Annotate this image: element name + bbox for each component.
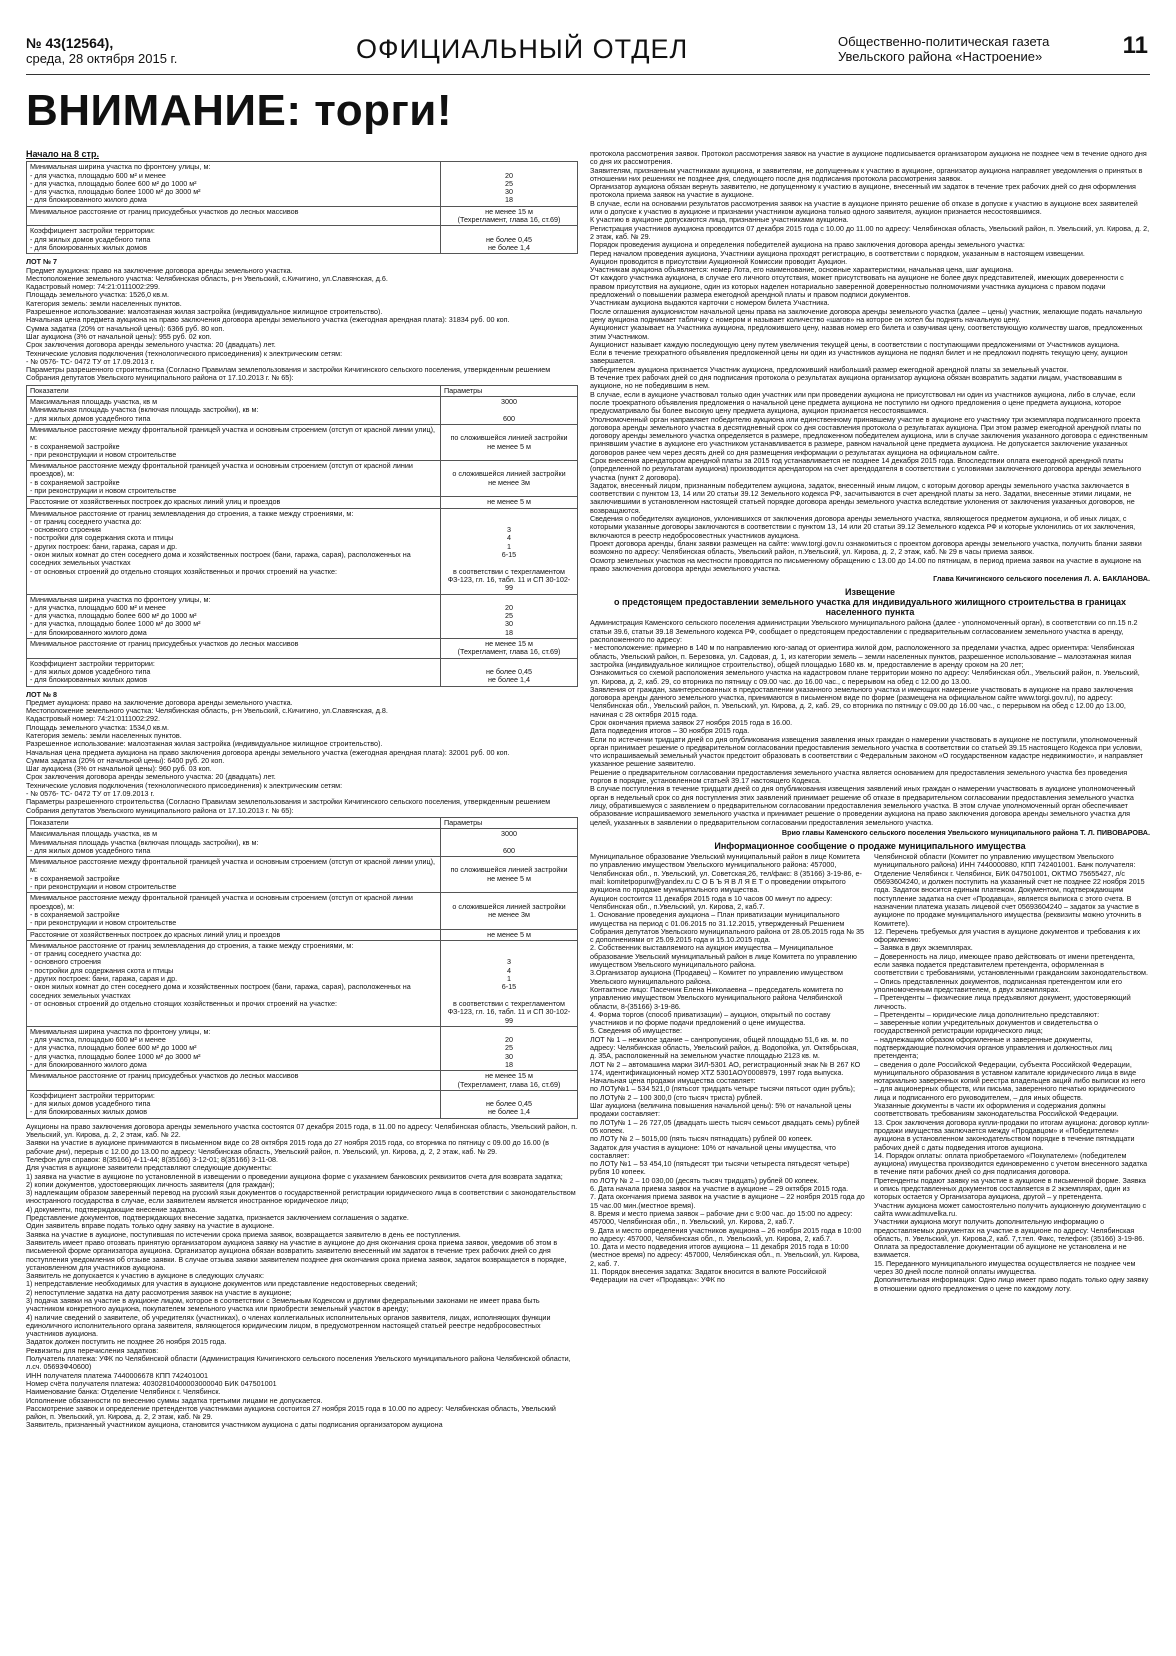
param-value-cell: 3 4 1 6-15 в соответствии с техрегламентом ФЗ-123, гл. 16, табл. 11 и СП 30-102-99 <box>441 940 578 1026</box>
table-row <box>27 893 578 929</box>
issue-date: среда, 28 октября 2015 г. <box>26 51 178 66</box>
param-name-cell: Минимальная ширина участка по фронтону улицы, м: - для участка, площадью 600 м² и менее - для участка, площадью более 600 м² до 1000 м² - для участка, площадью более 1000 м² до 3000 м² - для блокированного жилого дома <box>27 1026 441 1070</box>
right-column <box>590 150 1150 1630</box>
notice-1-text: Администрация Каменского сельского поселения администрации Увельского муниципального района (далее - уполномоченный орган), в соответствии со пп.15 п.2 статьи 39.6, статьи 39.18 Земельного кодекса РФ, сообщает о предстоящем предоставлении с предварительным согласованием земельного участка в аренду, расположенного по адресу: - местоположение: примерно в 140 м по направлению юго-запад от ориентира жилой дом, расположенного за пределами участка, адрес ориентира: Челябинская область, Увельский район, п. Березовка, ул. Садовая, д. 1, из категории земель – земли населенных пунктов, разрешенное использование – малоэтажная жилая застройка (индивидуальное жилищное строительство), общей площадью 1680 кв. м, предоставление в аренду сроком на 20 лет; Ознакомиться со схемой расположения земельного участка на кадастровом плане территории можно по адресу: Челябинская обл., Увельский район, п. Увельский, ул. Кирова, д. 2, каб. 29, со вторника по пятницу с 09.00 час. до 16.00 час., с перерывом на обед с 12.00 до 13.00. Заявления от граждан, заинтересованных в предоставлении указанного земельного участка и имеющих намерение участвовать в аукционе на право заключения договора аренды данного земельного участка, принимаются в письменном виде по форме (размещена на официальном сайте www.torgi.gov.ru), по адресу: Челябинская обл., Увельский район, п. Увельский, ул. Кирова, д. 2, каб. 29, со вторника по пятницу с 09.00 до 16.00 час., с перерывом на обед с 12.00 до 13.00, начиная с 28 октября 2015 года. Срок окончания приема заявок 27 ноября 2015 года в 16.00. Дата подведения итогов – 30 ноября 2015 года. Если по истечении тридцати дней со дня опубликования извещения заявления иных граждан о намерении участвовать в аукционе не поступили, уполномоченный орган принимает решение о предварительном согласовании предоставления земельного участка в соответствии со статьей 39.15 настоящего Кодекса при условии, что испрашиваемый земельный участок предстоит образовать в соответствии с Федеральным законом «О государственном кадастре недвижимости», и направляет указанное решение заявителю. Решение о предварительном согласовании предоставления земельного участка является основанием для предоставления земельного участка без проведения торгов в порядке, установленном статьей 39.17 настоящего Кодекса. В случае поступления в течение тридцати дней со дня опубликования извещения заявлений иных граждан о намерении участвовать в аукционе уполномоченный орган в недельный срок со дня поступления этих заявлений принимает решение об отказе в предварительном согласовании предоставления земельного участка лицу, обратившемуся с заявлением о предварительном согласовании предоставления земельного участка. В этом случае уполномоченный орган обеспечивает образование испрашиваемого земельного участка и принимает решение о проведении аукциона на право заключения договора аренды земельного участка для целей, указанных в заявлении о предварительном согласовании предоставления земельного участка. <box>590 618 1143 827</box>
param-name-cell: Минимальная ширина участка по фронтону улицы, м: - для участка, площадью 600 м² и менее - для участка, площадью более 600 м² до 1000 м² - для участка, площадью более 1000 м² до 3000 м² - для блокированного жилого дома <box>27 594 441 638</box>
page-number: 11 <box>1122 32 1148 59</box>
param-value-cell: не более 0,45 не более 1,4 <box>441 1090 578 1118</box>
lot-7-title: ЛОТ № 7 <box>26 257 58 267</box>
param-value-cell: не менее 15 м (Техрегламент, глава 16, ст.69) <box>441 1071 578 1091</box>
param-name-cell: Минимальное расстояние между фронтальной границей участка и основным строением (отступ от красной линии улиц), м: - в сохраняемой застройке - при реконструкции и новом строительстве <box>27 857 441 893</box>
notice-1-title: Извещение о предстоящем предоставлении земельного участка для индивидуального жилищного строительства в границах населенного пункта <box>613 587 1127 618</box>
table-row <box>27 461 578 497</box>
table-row <box>27 424 578 460</box>
param-name-cell: Минимальное расстояние между фронтальной границей участка и основным строением (отступ от красной линии улиц), м: - в сохраняемой застройке - при реконструкции и новом строительстве <box>27 424 441 460</box>
issue-info <box>26 36 177 66</box>
page-header <box>26 26 1150 75</box>
table-row <box>27 940 578 1026</box>
param-value-cell: не менее 15 м (Техрегламент, глава 16, ст.69) <box>441 639 578 659</box>
left-column <box>26 150 578 1630</box>
auction-terms-text: Аукционы на право заключения договора аренды земельного участка состоятся 07 декабря 2015 года, в 11.00 по адресу: Челябинская область, Увельский район, п. Увельский, ул. Кирова, д. 2, 2 этаж, каб. № 22. Заявки на участие в аукционе принимаются в письменном виде со 28 октября 2015 года до 27 ноября 2015 года, со вторника по пятницу с 09.00 до 16.00 (в рабочие дни), перерыв с 12.00 до 13.00 по адресу: Челябинская область, Увельский район, п. Увельский, ул. Кирова, д. 2, 2 этаж, каб. № 29. Телефон для справок: 8(35166) 4-11-44; 8(35166) 3-12-01; 8(35166) 3-11-08. Для участия в аукционе заявители представляют следующие документы: 1) заявка на участие в аукционе по установленной в извещении о проведении аукциона форме с указанием банковских реквизитов счета для возврата задатка; 2) копии документов, удостоверяющих личность заявителя (для граждан); 3) надлежащим образом заверенный перевод на русский язык документов о государственной регистрации юридического лица в соответствии с законодательством иностранного государства в случае, если заявителем является иностранное юридическое лицо; 4) документы, подтверждающие внесение задатка. Представление документов, подтверждающих внесение задатка, признается заключением соглашения о задатке. Один заявитель вправе подать только одну заявку на участие в аукционе. Заявка на участие в аукционе, поступившая по истечении срока приема заявок, возвращается заявителю в день ее поступления. Заявитель имеет право отозвать принятую организатором аукциона заявку на участие в аукционе до дня окончания срока приема заявок, уведомив об этом в письменной форме организатора аукциона. Организатор аукциона обязан возвратить заявителю внесенный им задаток в течение трех рабочих дней со дня поступления уведомления об отзыве заявки. В случае отзыва заявки заявителем позднее дня окончания срока приема заявок, задаток возвращается в порядке, установленном для участников аукциона. Заявитель не допускается к участию в аукционе в следующих случаях: 1) непредставление необходимых для участия в аукционе документов или представление недостоверных сведений; 2) непоступление задатка на дату рассмотрения заявок на участие в аукционе; 3) подача заявки на участие в аукционе лицом, которое в соответствии с Земельным Кодексом и другими федеральными законами не имеет права быть участником конкретного аукциона, покупателем земельного участка или приобрести земельный участок в аренду; 4) наличие сведений о заявителе, об учредителях (участниках), о членах коллегиальных исполнительных органов заявителя, лицах, исполняющих функции единоличного исполнительного органа заявителя, являющегося юридическим лицом, в предусмотренном настоящей статьей реестре недобросовестных участников аукциона. Задаток должен поступить не позднее 26 ноября 2015 года. Реквизиты для перечисления задатков: Получатель платежа: УФК по Челябинской области (Администрация Кичигинского сельского поселения Увельского муниципального района Челябинской области, л.сч. 05693Ф40600) ИНН получателя платежа 7440006678 КПП 742401001 Номер счёта получателя платежа: 40302810400003000040 БИК 047501001 Наименование банка: Отделение Челябинск г. Челябинск. Исполнение обязанности по внесению суммы задатка третьими лицами не допускается. Рассмотрение заявок и определение претендентов участниками аукциона состоится 27 ноября 2015 года в 10.00 по адресу: Челябинская область, Увельский район, п. Увельский, ул. Кирова, д. 2, 2 этаж, каб. № 29. Заявитель, признанный участником аукциона, становится участником аукциона с даты подписания организатором аукциона <box>26 1121 578 1430</box>
issue-number: № 43(12564), <box>26 35 114 51</box>
signature-2: Врио главы Каменского сельского поселения Увельского муниципального района Т. Л. ПИВОВАРОВА. <box>781 827 1150 837</box>
param-value-cell: 3000 600 <box>441 829 578 857</box>
param-value-cell: о сложившейся линией застройки не менее 3м <box>441 461 578 497</box>
table-row <box>27 594 578 638</box>
table-row <box>27 497 578 508</box>
param-name-cell: Минимальное расстояние между фронтальной границей участка и основным строением (отступ от красной линии проездов), м: - в сохраняемой застройке - при реконструкции и новом строительстве <box>27 893 441 929</box>
param-value-cell: не менее 5 м <box>441 497 578 508</box>
table-row <box>27 929 578 940</box>
newspaper-name <box>838 34 1088 64</box>
param-value-cell: 20 25 30 18 <box>441 594 578 638</box>
params-header-indicators: Показатели <box>27 385 441 396</box>
params-header-indicators: Показатели <box>27 817 441 828</box>
param-name-cell: Минимальное расстояние от границ землевладения до строения, а также между строениями, м: - от границ соседнего участка до: - основного строения - постройки для содержания скота и птицы - других построек: бани, гаража, сарая и др. - окон жилых комнат до стен соседнего дома и хозяйственных построек (бани, гаража, сарая), расположенных на соседних земельных участках - от основных строений до отдельно стоящих хозяйственных и прочих строений на участке: <box>27 508 441 594</box>
param-name-cell: Минимальное расстояние от границ присудебных участков до лесных массивов <box>27 206 441 226</box>
notice-2-body <box>590 853 1150 1293</box>
param-name-cell: Минимальное расстояние от границ присудебных участков до лесных массивов <box>27 639 441 659</box>
table-row <box>27 639 578 659</box>
param-value-cell: 20 25 30 18 <box>441 1026 578 1070</box>
table-row <box>27 162 578 206</box>
param-name-cell: Расстояние от хозяйственных построек до красных линий улиц и проездов <box>27 497 441 508</box>
param-value-cell: 3 4 1 6-15 в соответствии с техрегламентом ФЗ-123, гл. 16, табл. 11 и СП 30-102-99 <box>441 508 578 594</box>
param-name-cell: Коэффициент застройки территории: - для жилых домов усадебного типа - для блокированных жилых домов <box>27 658 441 686</box>
param-name-cell: Максимальная площадь участка, кв м Минимальная площадь участка (включая площадь застройки), кв м: - для жилых домов усадебного типа <box>27 397 441 425</box>
params-table-lot-8 <box>26 817 578 1119</box>
params-header-values: Параметры <box>441 385 578 396</box>
param-value-cell: 3000 600 <box>441 397 578 425</box>
table-row <box>27 397 578 425</box>
notice-2-title: Информационное сообщение о продаже муниципального имущества <box>714 841 1026 852</box>
table-row <box>27 658 578 686</box>
table-row <box>27 1071 578 1091</box>
section-title: ОФИЦИАЛЬНЫЙ ОТДЕЛ <box>356 34 689 64</box>
param-value-cell: 20 25 30 18 <box>441 162 578 206</box>
param-value-cell: не менее 15 м (Техрегламент, глава 16, ст.69) <box>441 206 578 226</box>
param-name-cell: Коэффициент застройки территории: - для жилых домов усадебного типа - для блокированных жилых домов <box>27 226 441 254</box>
notice-2-right: Челябинской области (Комитет по управлению имуществом Увельского муниципального района) ИНН 7440000880, КПП 742401001. Банк получателя: Отделение Челябинск г. Челябинск, БИК 047501001, ОКТМО 75655427, л/с 05693604240, и должен поступить на указанный счет не позднее 22 ноября 2015 года. Задаток вносится единым платежом. Документом, подтверждающим поступление задатка на счет «Продавца», является выписка с этого счета. В назначении платежа указать лицевой счет 05693604240 – задаток за участие в аукционе по продаже муниципального имущества (реквизиты можно уточнить в Комитете). 12. Перечень требуемых для участия в аукционе документов и требования к их оформлению: – Заявка в двух экземплярах. – Доверенность на лицо, имеющее право действовать от имени претендента, если заявка подается представителем претендента, оформленная в соответствии с требованиями, установленными гражданским законодательством. – Опись представленных документов, подписанная претендентом или его уполномоченным представителем, в двух экземплярах. – Претенденты – физические лица предъявляют документ, удостоверяющий личность. – Претенденты – юридические лица дополнительно представляют: – заверенные копии учредительных документов и свидетельства о государственной регистрации юридического лица; – надлежащим образом оформленные и заверенные документы, подтверждающие полномочия органов управления и должностных лиц претендента; – сведения о доле Российской Федерации, субъекта Российской Федерации, муниципального образования в уставном капитале юридического лица в виде нотариально заверенных копий реестра владельцев акций либо выписки из него – для акционерных обществ, или письма, заверенного печатью юридического лица и подписанного его руководителем, – для иных обществ. Указанные документы в части их оформления и содержания должны соответствовать требованиям законодательства Российской Федерации. 13. Срок заключения договора купли-продажи по итогам аукциона: договор купли-продажи имущества заключается между «Продавцом» и «Победителем» аукциона в установленном законодательством порядке в течение пятнадцати рабочих дней с даты подведения итогов аукциона. 14. Порядок оплаты: оплата приобретаемого «Покупателем» (победителем аукциона) имущества производится единовременно с учетом внесенного задатка в течение пяти рабочих дней со дня подписания договора. Претенденты подают заявку на участие в аукционе в письменной форме. Заявка и опись представленных документов составляется в 2 экземплярах, один из которых остается у Организатора аукциона, другой – у претендента. Участник аукциона может самостоятельно получить аукционную документацию с сайта www.admuvelka.ru. Участники аукциона могут получить дополнительную информацию о предоставляемых документах на участие в аукционе по адресу: Челябинская область, п. Увельский, ул. Кирова,2, каб. 7,т.тел. Факс, телефон: (35166) 3-19-86. Оплата за предоставление документации об аукционе не установлена и не взимается. 15. Переданного муниципального имущества осуществляется не позднее чем через 30 дней после полной оплаты имущества. Дополнительная информация: Одно лицо имеет право подать только одну заявку в отношении одного предложения о цене по каждому лоту. <box>874 852 1150 1293</box>
table-row <box>27 226 578 254</box>
table-row <box>27 508 578 594</box>
table-row <box>27 857 578 893</box>
lot-7-text: Предмет аукциона: право на заключение договора аренды земельного участка. Местоположение земельного участка: Челябинская область, р-н Увельский, с.Кичигино, ул.Славянская, д.6. Кадастровый номер: 74:21:0111002:299. Площадь земельного участка: 1526,0 кв.м. Категория земель: земли населенных пунктов. Разрешенное использование: малоэтажная жилая застройка (индивидуальное жилищное строительство). Начальная цена предмета аукциона на право заключения договора аренды земельного участка (ежегодная арендная плата): 31834 руб. 00 коп. Сумма задатка (20% от начальной цены): 6366 руб. 80 коп. Шаг аукциона (3% от начальной цены): 955 руб. 02 коп. Срок заключения договора аренды земельного участка: 20 (двадцать) лет. Технические условия подключения (технологического присоединения) к электрическим сетям: - № 0576- ТС- 0472 ТУ от 17.09.2013 г. Параметры разрешенного строительства (Согласно Правилам землепользования и застройки Кичигинского сельского поселения, утвержденным решением Собрания депутатов Увельского муниципального района от 17.10.2013 г. № 65): <box>26 265 551 383</box>
param-name-cell: Минимальное расстояние от границ присудебных участков до лесных массивов <box>27 1071 441 1091</box>
notice-2-left: Муниципальное образование Увельский муниципальный район в лице Комитета по управлению имуществом Увельского муниципального района: 457000, Челябинская обл., п. Увельский, ул. Советская,26, тел/факс: 8 (35166) 3-19-86, e-mail: komitetpopurw@yandex.ru С О Б Ъ Я В Л Я Е Т о проведении открытого аукциона по продаже муниципального имущества. Аукцион состоится 11 декабря 2015 года в 10 часов 00 минут по адресу: Челябинская обл., п.Увельский, ул. Кирова, 2, каб.7. 1. Основание проведения аукциона – План приватизации муниципального имущества на период с 01.06.2015 по 31.12.2015, утвержденный Решением Собрания депутатов Увельского муниципального района от 28.05.2015 года № 35 с дополнениями от 25.09.2015 года и 15.10.2015 года. 2. Собственник выставляемого на аукцион имущества – Муниципальное образование Увельский муниципальный район в лице Комитета по управлению имуществом Увельского муниципального района. 3.Организатор аукциона (Продавец) – Комитет по управлению имуществом Увельского муниципального района. Контактное лицо: Пасечник Елена Николаевна – председатель комитета по управлению имуществом Увельского муниципального района Челябинской области, 8-(35166) 3-19-86. 4. Форма торгов (способ приватизации) – аукцион, открытый по составу участников и по форме подачи предложений о цене имущества. 5. Сведения об имуществе: ЛОТ № 1 – нежилое здание – санпропускник, общей площадью 51,6 кв. м. по адресу: Челябинская область, Увельский район, д. Водопойка, ул. Октябрьская, д. 35А, расположенный на земельном участке площадью 2123 кв. м. ЛОТ № 2 – автомашина марки ЗИЛ-5301 АО, регистрационный знак № В 267 КО 174, идентификационный номер XTZ 5301AOY0008979, 1997 года выпуска. Начальная цена продажи имущества составляет: по ЛОТу№1 – 534 521,0 (пятьсот тридцать четыре тысячи пятьсот один рубль); по ЛОТу№ 2 – 100 300,0 (сто тысяч триста) рублей. Шаг аукциона (величина повышения начальной цены): 5% от начальной цены продажи составляет: по ЛОТу№ 1 – 26 727,05 (двадцать шесть тысяч семьсот двадцать семь) рублей 05 копеек. по ЛОТу № 2 – 5015,00 (пять тысяч пятнадцать) рублей 00 копеек. Задаток для участия в аукционе: 10% от начальной цены имущества, что составляет: по ЛОТу №1 – 53 454,10 (пятьдесят три тысячи четыреста пятьдесят четыре) рубля 10 копеек. по ЛОТу № 2 – 10 030,00 (десять тысяч тридцать) рублей 00 копеек. 6. Дата начала приема заявок на участие в аукционе – 29 октября 2015 года. 7. Дата окончания приема заявок на участие в аукционе – 22 ноября 2015 года до 15 час.00 мин.(местное время). 8. Время и место приема заявок – рабочие дни с 9:00 час. до 15:00 по адресу: 457000, Челябинская обл., п. Увельский, ул. Кирова, 2, каб.7. 9. Дата и место определения участников аукциона – 26 ноября 2015 года в 10:00 по адресу: 457000, Челябинская обл., п. Увельский, ул. Кирова, 2, каб.7. 10. Дата и место подведения итогов аукциона – 11 декабря 2015 года в 10:00 (местное время) по адресу: 457000, Челябинская обл., п. Увельский, ул. Кирова, 2, каб. 7. 11. Порядок внесения задатка: Задаток вносится в валюте Российской Федерации на счет «Продавца»: УФК по <box>590 852 865 1285</box>
param-value-cell: не более 0,45 не более 1,4 <box>441 226 578 254</box>
param-value-cell: не менее 5 м <box>441 929 578 940</box>
table-row <box>27 1026 578 1070</box>
param-name-cell: Минимальная ширина участка по фронтону улицы, м: - для участка, площадью 600 м² и менее - для участка, площадью более 600 м² до 1000 м² - для участка, площадью более 1000 м² до 3000 м² - для блокированного жилого дома <box>27 162 441 206</box>
param-value-cell: по сложившейся линией застройки не менее 5 м <box>441 857 578 893</box>
table-row <box>27 829 578 857</box>
param-name-cell: Минимальное расстояние между фронтальной границей участка и основным строением (отступ от красной линии проездов), м: - в сохраняемой застройке - при реконструкции и новом строительстве <box>27 461 441 497</box>
param-name-cell: Минимальное расстояние от границ землевладения до строения, а также между строениями, м: - от границ соседнего участка до: - основного строения - постройки для содержания скота и птицы - других построек: бани, гаража, сарая и др. - окон жилых комнат до стен соседнего дома и хозяйственных построек (бани, гаража, сарая), расположенных на соседних земельных участках - от основных строений до отдельно стоящих хозяйственных и прочих строений на участке: <box>27 940 441 1026</box>
param-name-cell: Максимальная площадь участка, кв м Минимальная площадь участка (включая площадь застройки), кв м: - для жилых домов усадебного типа <box>27 829 441 857</box>
lot-8-title: ЛОТ № 8 <box>26 689 58 699</box>
param-name-cell: Расстояние от хозяйственных построек до красных линий улиц и проездов <box>27 929 441 940</box>
newspaper-line-1: Общественно-политическая газета <box>838 34 1050 49</box>
param-value-cell: о сложившейся линией застройки не менее 3м <box>441 893 578 929</box>
auction-procedure-text: протокола рассмотрения заявок. Протокол рассмотрения заявок на участие в аукционе подписывается организатором аукциона не позднее чем в течение одного дня со дня их рассмотрения. Заявителям, признанным участниками аукциона, и заявителям, не допущенным к участию в аукционе, организатор аукциона направляет уведомления о принятых в отношении них решениях не позднее дня, следующего после дня подписания протокола рассмотрения заявок. Организатор аукциона обязан вернуть заявителю, не допущенному к участию в аукционе, внесенный им задаток в течение трех рабочих дней со дня оформления протокола приема заявок на участие в аукционе. В случае, если на основании результатов рассмотрения заявок на участие в аукционе принято решение об отказе в допуске к участию в аукционе всех заявителей или о допуске к участию в аукционе и признании участником аукциона только одного заявителя, аукцион признается несостоявшимся. К участию в аукционе допускаются лица, признанные участниками аукциона. Регистрация участников аукциона проводится 07 декабря 2015 года с 10.00 до 11.00 по адресу: Челябинская область, Увельский район, п. Увельский, ул. Кирова, д. 2, 2 этаж, каб. № 29. Порядок проведения аукциона и определения победителей аукциона на право заключения договора аренды земельного участка: Перед началом проведения аукциона, Участники аукциона проходят регистрацию, в соответствии с порядком, указанным в настоящем извещении. Аукцион проводится в присутствии Аукционной Комиссии проводит Аукцион. Участникам аукциона объявляется: номер Лота, его наименование, основные характеристики, начальная цена, шаг аукциона. От каждого участника аукциона, в случае его личного отсутствия, может присутствовать на аукционе не более двух представителей, имеющих доверенности с правом присутствия на аукционе, один из которых наделен нотариально заверенной доверенностью полномочиями участника аукциона с правом подачи предложений о повышении размера ежегодной арендной платы и правом подписи документов. Участникам аукциона выдаются карточки с номером билета Участника. После оглашения аукционистом начальной цены права на заключение договора аренды земельного участка (далее – цены) участник, желающие подать начальную цену аукциона поднимает табличку с номером и называет количество «шагов» на которое он хотел бы поднять начальную цену. Аукционист указывает на Участника аукциона, предложившего цену, назвав номер его билета и озвучивая цену, соответствующую количеству шагов, предложенных этим Участником. Аукционист называет каждую последующую цену путем увеличения текущей цены, в соответствии с поступающими предложениями от Участников аукциона. Если в течение трехкратного объявления предложенной цены ни один из участников аукциона не поднял билет и не предложил поднять текущую цену, аукцион завершается. Победителем аукциона признается Участник аукциона, предложивший наибольший размер ежегодной арендной платы за земельный участок. В течение трех рабочих дней со дня подписания протокола о результатах аукциона организатор аукциона обязан возвратить задатки лицам, участвовавшим в аукционе, но не победившим в нем. В случае, если в аукционе участвовал только один участник или при проведении аукциона не присутствовал ни один из участников аукциона, либо в случае, если после троекратного объявления предложения о начальной цене предмета аукциона не поступило ни одного предложения о цене предмета аукциона, которое предусматривало бы более высокую цену предмета аукциона, аукцион признается несостоявшимся. Уполномоченный орган направляет победителю аукциона или единственному принявшему участие в аукционе его участнику три экземпляра подписанного проекта договора аренды земельного участка в десятидневный срок со дня составления протокола о результатах аукциона. При этом размер ежегодной арендной платы по договору аренды земельного участка определяется в размере, предложенном победителем аукциона, или в случае заключения указанного договора с единственным принявшим участие в аукционе его участником устанавливается в размере, равном начальной цене предмета аукциона. Не допускается заключение указанных договоров ранее чем через десять дней со дня размещения информации о результатах аукциона на официальном сайте. Срок внесения арендатором арендной платы за 2015 год устанавливается не позднее 14 декабря 2015 года. Впоследствии оплата ежегодной арендной платы (определенной по результатам аукциона) производится арендатором на счет арендодателя в соответствии с условиями заключенного договора аренды земельного участка (пункт 2 договора). Задаток, внесенный лицом, признанным победителем аукциона, задаток, внесенный иным лицом, с которым договор аренды земельного участка заключается в соответствии с пунктом 13, 14 или 20 статьи 39.12 Земельного кодекса РФ, засчитываются в счет арендной платы за него. Задатки, внесенные этими лицами, не заключившими в установленном настоящей статьей порядке договора аренды земельного участка вследствие уклонения от заключения указанных договоров, не возвращаются. Сведения о победителях аукционов, уклонившихся от заключения договора аренды земельного участка, являющегося предметом аукциона, и об иных лицах, с которыми указанные договоры заключаются в соответствии с пунктом 13, 14 или 20 статьи 39.12 Земельного кодекса РФ и которые уклонились от их заключения, включаются в реестр недобросовестных участников аукциона. Проект договора аренды, бланк заявки размещен на сайте: www.torgi.gov.ru ознакомиться с проектом договора аренды земельного участка, получить бланки заявки возможно по адресу: Челябинская область, Увельский район, п.Увельский, ул. Кирова, д. 2, 2 этаж, каб. № 29 в часы приема заявок. Осмотр земельных участков на местности проводится по письменному обращению с 13.00 до 14.00 по пятницам, в период приема заявок на участие в аукционе на право заключения договора аренды земельного участка. <box>590 149 1150 573</box>
params-table-lot-7 <box>26 385 578 687</box>
newspaper-line-2: Увельского района «Настроение» <box>838 49 1043 64</box>
signature-1: Глава Кичигинского сельского поселения Л. А. БАКЛАНОВА. <box>933 574 1150 584</box>
lot-8-text: Предмет аукциона: право на заключение договора аренды земельного участка. Местоположение земельного участка: Челябинская область, р-н Увельский, с.Кичигино, ул.Славянская, д.8. Кадастровый номер: 74:21:0111002:292. Площадь земельного участка: 1534,0 кв.м. Категория земель: земли населенных пунктов. Разрешенное использование: малоэтажная жилая застройка (индивидуальное жилищное строительство). Начальная цена предмета аукциона на право заключения договора аренды земельного участка (ежегодная арендная плата): 32001 руб. 00 коп. Сумма задатка (20% от начальной цены): 6400 руб. 20 коп. Шаг аукциона (3% от начальной цены): 960 руб. 03 коп. Срок заключения договора аренды земельного участка: 20 (двадцать) лет. Технические условия подключения (технологического присоединения) к электрическим сетям: - № 0576- ТС- 0472 ТУ от 17.09.2013 г. Параметры разрешенного строительства (Согласно Правилам землепользования и застройки Кичигинского сельского поселения, утвержденным решением Собрания депутатов Увельского муниципального района от 17.10.2013 г. № 65): <box>26 697 551 815</box>
param-value-cell: по сложившейся линией застройки не менее 5 м <box>441 424 578 460</box>
params-table-top <box>26 161 578 254</box>
continued-from: Начало на 8 стр. <box>26 149 99 159</box>
params-header-values: Параметры <box>441 817 578 828</box>
headline: ВНИМАНИЕ: торги! <box>26 86 452 135</box>
table-row <box>27 206 578 226</box>
table-row <box>27 1090 578 1118</box>
param-name-cell: Коэффициент застройки территории: - для жилых домов усадебного типа - для блокированных жилых домов <box>27 1090 441 1118</box>
param-value-cell: не более 0,45 не более 1,4 <box>441 658 578 686</box>
